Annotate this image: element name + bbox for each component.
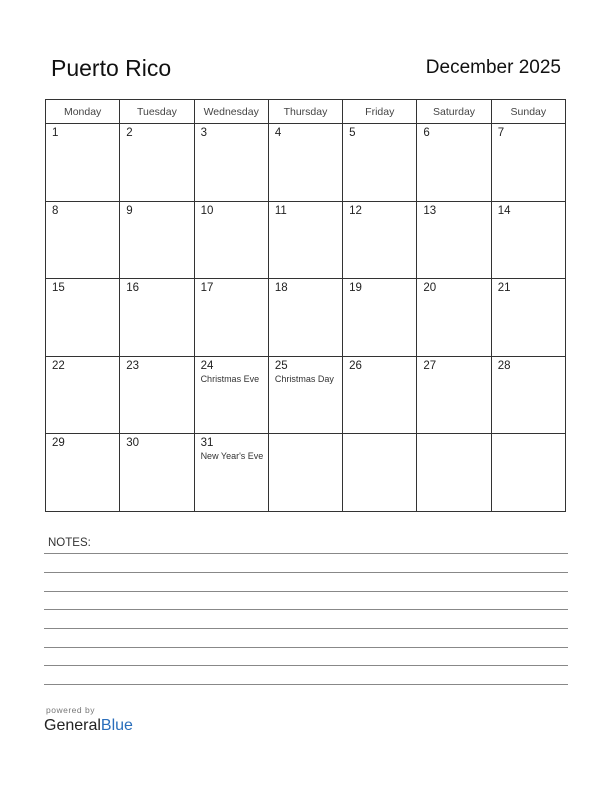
weekday-header: Monday — [46, 100, 120, 124]
day-number: 27 — [423, 359, 437, 372]
day-cell — [268, 201, 342, 279]
weekday-header-row — [46, 100, 566, 124]
week-row — [46, 279, 566, 357]
day-cell — [46, 201, 120, 279]
week-row — [46, 356, 566, 434]
day-number: 15 — [52, 282, 65, 295]
day-cell — [268, 356, 342, 434]
week-row — [46, 201, 566, 279]
week-row — [46, 124, 566, 202]
weekday-header: Thursday — [268, 100, 342, 124]
day-cell — [268, 279, 342, 357]
note-line — [44, 628, 568, 629]
day-number: 22 — [52, 359, 65, 372]
day-number: 4 — [274, 127, 282, 139]
day-cell — [120, 434, 194, 512]
day-cell — [417, 434, 491, 512]
brand-logo — [44, 717, 133, 735]
day-number: 30 — [126, 437, 140, 450]
day-cell — [343, 201, 417, 279]
day-cell — [491, 434, 565, 512]
day-cell — [417, 201, 491, 279]
note-line — [44, 665, 568, 666]
note-line — [44, 591, 568, 592]
weekday-header: Sunday — [491, 100, 565, 124]
day-number: 14 — [497, 204, 511, 217]
note-line — [44, 609, 568, 610]
day-number: 18 — [274, 282, 288, 295]
day-number: 17 — [200, 282, 214, 295]
note-line — [44, 684, 568, 685]
day-cell — [194, 434, 268, 512]
day-number: 29 — [52, 437, 65, 450]
day-cell — [491, 356, 565, 434]
day-number: 5 — [349, 127, 356, 139]
day-cell — [417, 279, 491, 357]
day-number: 24 — [200, 359, 214, 372]
day-cell — [194, 201, 268, 279]
weekday-header: Tuesday — [120, 100, 194, 124]
day-number: 23 — [126, 359, 140, 372]
day-number: 13 — [423, 204, 437, 217]
day-number: 28 — [497, 359, 511, 372]
holiday-label: New Year's Eve — [200, 451, 264, 462]
day-number: 26 — [349, 359, 362, 372]
day-cell — [46, 279, 120, 357]
day-cell — [194, 356, 268, 434]
day-cell — [46, 434, 120, 512]
country-title: Puerto Rico — [51, 55, 172, 81]
day-cell — [120, 201, 194, 279]
weekday-header: Wednesday — [194, 100, 268, 124]
day-number: 9 — [126, 204, 133, 217]
day-number: 31 — [200, 437, 214, 450]
day-cell — [120, 279, 194, 357]
holiday-label: Christmas Eve — [200, 373, 260, 384]
day-cell — [343, 356, 417, 434]
weekday-header: Friday — [343, 100, 417, 124]
day-cell — [194, 279, 268, 357]
day-cell — [343, 279, 417, 357]
day-cell — [417, 356, 491, 434]
day-number: 11 — [274, 204, 287, 217]
day-cell — [268, 434, 342, 512]
notes-label: NOTES: — [48, 537, 91, 549]
day-cell — [343, 434, 417, 512]
month-year-title: December 2025 — [425, 57, 561, 78]
day-number: 21 — [497, 282, 511, 295]
day-number: 2 — [126, 127, 133, 139]
day-number: 20 — [423, 282, 437, 295]
powered-by-text: powered by — [46, 705, 95, 715]
brand-general: General — [44, 717, 101, 734]
day-cell — [491, 201, 565, 279]
day-number: 8 — [52, 204, 59, 217]
day-number: 7 — [497, 127, 505, 139]
day-cell — [491, 124, 565, 202]
day-number: 25 — [274, 359, 288, 372]
day-number: 3 — [200, 127, 207, 139]
day-cell — [343, 124, 417, 202]
weekday-header: Saturday — [417, 100, 491, 124]
day-cell — [268, 124, 342, 202]
day-number: 1 — [52, 127, 59, 139]
note-line — [44, 647, 568, 648]
day-cell — [417, 124, 491, 202]
day-number: 16 — [126, 282, 140, 295]
note-line — [44, 572, 568, 573]
note-line — [44, 553, 568, 554]
calendar-grid — [45, 99, 566, 512]
week-row — [46, 434, 566, 512]
day-cell — [46, 356, 120, 434]
day-cell — [194, 124, 268, 202]
day-number: 6 — [423, 127, 430, 139]
day-cell — [120, 124, 194, 202]
day-number: 10 — [200, 204, 214, 217]
holiday-label: Christmas Day — [274, 373, 334, 384]
day-number: 12 — [349, 204, 362, 217]
day-cell — [120, 356, 194, 434]
day-cell — [46, 124, 120, 202]
day-cell — [491, 279, 565, 357]
brand-blue: Blue — [100, 717, 133, 734]
day-number: 19 — [349, 282, 362, 295]
